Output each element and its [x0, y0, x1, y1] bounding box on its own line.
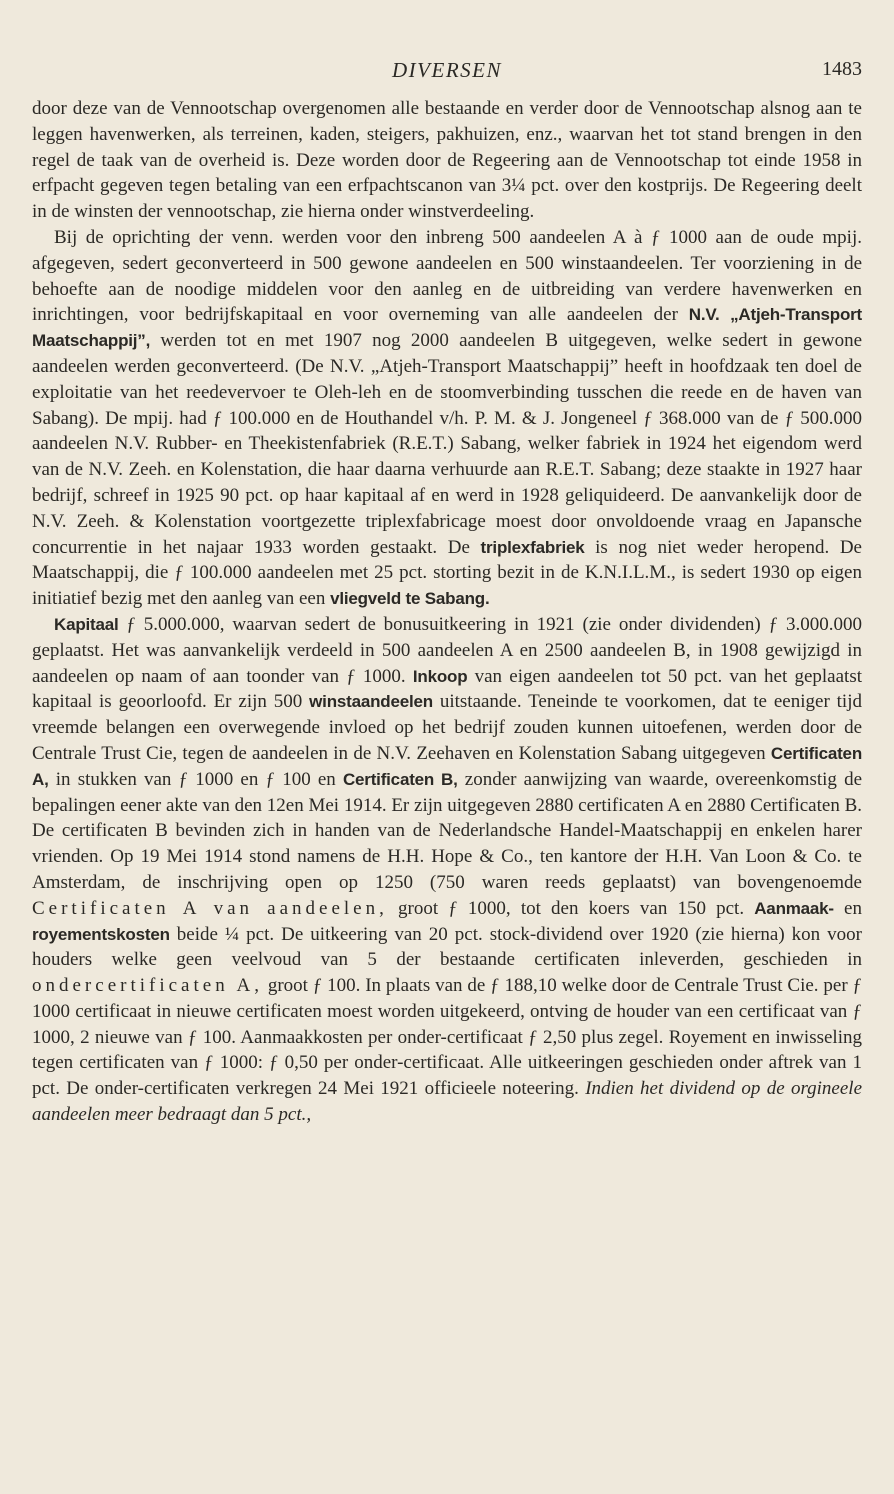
- body-text: [32, 96, 862, 1128]
- page-header: [32, 58, 862, 90]
- spaced-term: ondercertificaten A,: [32, 975, 263, 997]
- text-run: en: [833, 897, 862, 919]
- bold-term: Kapitaal: [54, 614, 119, 634]
- bold-term: Certificaten A,: [32, 743, 862, 789]
- italic-run: Indien het dividend op de orgineele aandeelen meer bedraagt dan 5 pct.,: [32, 1078, 862, 1126]
- bold-term: Inkoop: [412, 666, 468, 686]
- bold-term: winstaandeelen: [309, 692, 433, 712]
- paragraph-3: [32, 612, 862, 1128]
- text-run: beide ¼ pct. De uitkeering van 20 pct. stock-dividend over 1920 (zie hierna) kon voor houders welke geen veelvoud van 5 der bestaande certificaten inleverden, geschieden in: [32, 923, 862, 971]
- text-run: Bij de oprichting der venn. werden voor den inbreng 500 aandeelen A à ƒ 1000 aan de oude mpij. afgegeven, sedert geconverteerd in 500 gewone aandeelen en 500 winstaandeelen. Ter voorziening in de behoefte aan de noodige middelen voor den aanleg en de uitbreiding van verdere havenwerken en inrichtingen, voor bedrijfskapitaal en voor overneming van alle aandeelen der: [32, 226, 862, 326]
- text-run: in stukken van ƒ 1000 en ƒ 100 en: [48, 768, 343, 790]
- bold-term: N.V. „Atjeh-Transport Maatschappij”,: [32, 305, 862, 351]
- text-run: ƒ 5.000.000, waarvan sedert de bonusuitkeering in 1921 (zie onder dividenden) ƒ 3.000.000 geplaatst. Het was aanvankelijk verdeeld in 500 aandeelen A en 2500 aandeelen B, in 1908 gewijzigd in aandeelen op naam of aan toonder van ƒ 1000.: [32, 613, 862, 687]
- paragraph-1: [32, 96, 862, 225]
- text-run: uitstaande. Teneinde te voorkomen, dat te eeniger tijd vreemde belangen een overwegende invloed op het bedrijf zouden kunnen uitoefenen, werden door de Centrale Trust Cie, tegen de aandeelen in de N.V. Zeehaven en Kolenstation Sabang uitgegeven: [32, 691, 862, 764]
- spaced-term: Certificaten A van aandeelen,: [32, 897, 388, 919]
- text-run: zonder aanwijzing van waarde, overeenkomstig de bepalingen eener akte van den 12en Mei 1914. Er zijn uitgegeven 2880 certificaten A en 2880 Certificaten B. De certificaten B bevinden zich in handen van de Nederlandsche Handel-Maatschappij en enkelen harer vrienden. Op 19 Mei 1914 stond namens de H.H. Hope & Co., ten kantore der H.H. Van Loon & Co. te Amsterdam, de inschrijving open op 1250 (750 waren reeds geplaatst) van bovengenoemde: [32, 768, 863, 893]
- text-run: is nog niet weder heropend. De Maatschappij, die ƒ 100.000 aandeelen met 25 pct. storting bezit in de K.N.I.L.M., is sedert 1930 op eigen initiatief bezig met den aanleg van een: [32, 536, 862, 610]
- text-run: werden tot en met 1907 nog 2000 aandeelen B uitgegeven, welke sedert in gewone aandeelen werden geconverteerd. (De N.V. „Atjeh-Transport Maatschappij” heeft in hoofdzaak ten doel de exploitatie van het reedevervoer te Oleh-leh en de stoomverbinding tusschen die reede en de haven van Sabang). De mpij. had ƒ 100.000 en de Houthandel v/h. P. M. & J. Jongeneel ƒ 368.000 van de ƒ 500.000 aandeelen N.V. Rubber- en Theekistenfabriek (R.E.T.) Sabang, welker fabriek in 1924 het eigendom werd van de N.V. Zeeh. en Kolenstation, die haar daarna verhuurde aan R.E.T. Sabang; deze staakte in 1927 haar bedrijf, schreef in 1925 90 pct. op haar kapitaal af en werd in 1928 geliquideerd. De aanvankelijk door de N.V. Zeeh. & Kolenstation voortgezette triplexfabricage moest door onvoldoende vraag en Japansche concurrentie in het najaar 1933 worden gestaakt. De: [32, 330, 862, 558]
- running-title: DIVERSEN: [392, 58, 502, 82]
- bold-term: Aanmaak-: [754, 898, 834, 918]
- bold-term: Certificaten B,: [342, 769, 458, 789]
- bold-term: royementskosten: [32, 924, 170, 944]
- page-number: 1483: [822, 58, 862, 80]
- text-run: groot ƒ 1000, tot den koers van 150 pct.: [387, 897, 755, 919]
- bold-term: triplexfabriek: [480, 537, 585, 557]
- paragraph-2: [32, 225, 862, 612]
- text-run: groot ƒ 100. In plaats van de ƒ 188,10 welke door de Centrale Trust Cie. per ƒ 1000 certificaat in nieuwe certificaten moest worden uitgekeerd, ontving de houder van een certificaat van ƒ 1000, 2 nieuwe van ƒ 100. Aanmaakkosten per onder-certificaat ƒ 2,50 plus zegel. Royement en inwisseling tegen certificaten van ƒ 1000: ƒ 0,50 per onder-certificaat. Alle uitkeeringen geschieden onder aftrek van 1 pct. De onder-certificaten verkregen 24 Mei 1921 officieele noteering.: [32, 975, 862, 1100]
- text-run: door deze van de Vennootschap overgenomen alle bestaande en verder door de Vennootschap alsnog aan te leggen havenwerken, als terreinen, kaden, steigers, pakhuizen, enz., waarvan het tot stand brengen in den regel de taak van de overheid is. Deze worden door de Regeering aan de Vennootschap tot einde 1958 in erfpacht gegeven tegen betaling van een erfpachtscanon van 3¼ pct. over den kostprijs. De Regeering deelt in de winsten der vennootschap, zie hierna onder winstverdeeling.: [32, 98, 862, 223]
- bold-term: vliegveld te Sabang.: [330, 589, 490, 609]
- text-run: van eigen aandeelen tot 50 pct. van het geplaatst kapitaal is geoorloofd. Er zijn 500: [32, 665, 862, 713]
